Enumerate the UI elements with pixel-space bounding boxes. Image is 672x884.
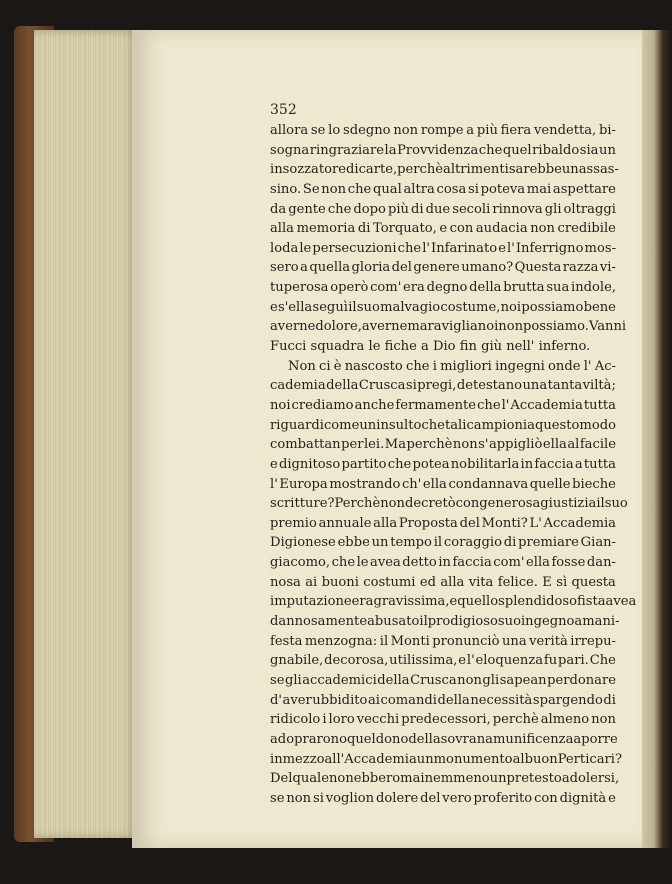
text-line: insozzatore di carte, perchè altrimenti sarebbe un assas- [270,162,619,178]
text-line: in mezzo all' Accademia un monumento al buon Perticari? [270,751,622,767]
text-line: scritture? Perchè non decretò con generosa giustizia il suo [270,496,628,512]
text-line: alla memoria di Torquato, e con audacia non credibile [270,221,616,237]
text-line: Del quale non ebbero mai nemmeno un pretesto a dolersi, [270,771,620,787]
text-line: cademia della Crusca si pregi, detestano una tanta viltà; [270,378,616,394]
page-number: 352 [270,102,297,118]
text-line: adoprarono quel dono della sovrana munificenza a porre [270,731,618,747]
text-line: Fucci squadra le fiche a Dio fin giù nell' inferno. [270,339,591,355]
page-edges [34,30,138,838]
text-line: tuperosa operò com' era degno della brutta sua indole, [270,280,616,296]
text-line: dannosamente abusato il prodigioso suo ingegno a mani- [270,614,620,630]
text-line: e s'ella seguì il suo malvagio costume, noi possiamo bene [270,299,616,315]
body-text [270,121,637,808]
text-line: Non ci è nascosto che i migliori ingegni onde l' Ac- [288,358,616,374]
text-line: sino. Se non che qual altra cosa si poteva mai aspettare [270,181,616,197]
text-line: imputazione era gravissima, e quello splendido sofista avea [270,594,637,610]
text-line: sero a quella gloria del genere umano? Questa razza vi- [270,260,616,276]
text-line: nosa ai buoni costumi ed alla vita felice. E sì questa [270,574,616,590]
text-line: da gente che dopo più di due secoli rinnova gli oltraggi [270,201,616,217]
right-page-edge [642,30,672,848]
text-line: noi crediamo anche fermamente che l' Accademia tutta [270,397,616,413]
text-line: riguardi come un insulto che tali campioni a questo modo [270,417,616,433]
text-line: allora se lo sdegno non rompe a più fiera vendetta, bi- [270,123,616,138]
text-line: gnabile, decorosa, utilissima, e l' eloquenza fu pari. Che [270,653,616,669]
text-line: l' Europa mostrando ch' ella condannava quelle bieche [270,476,616,492]
text-line: Digionese ebbe un tempo il coraggio di premiare Gian- [270,535,616,551]
text-line: e dignitoso partito che potea nobilitarla in faccia a tutta [270,456,616,472]
text-line: sogna ringraziare la Provvidenza che quel ribaldo sia un [270,142,616,158]
text-line: averne dolore, averne maraviglia noi non possiamo. Vanni [270,319,627,335]
text-line: loda le persecuzioni che l' Infarinato e l' Inferrigno mos- [270,240,616,256]
text-line: se gli accademici della Crusca non gli sapean perdonare [270,672,616,688]
text-line: d' aver ubbidito ai comandi della necessità spargendo di [270,692,616,708]
text-line: ridicolo i loro vecchi predecessori, perchè almeno non [270,712,616,728]
text-line: festa menzogna: il Monti pronunciò una verità irrepu- [270,633,616,649]
text-line: se non si voglion dolere del vero proferito con dignità e [270,790,616,806]
text-line: premio annuale alla Proposta del Monti? L' Accademia [270,515,616,531]
text-line: combattan per lei. Ma perchè non s' appigliò ella al facile [270,437,616,453]
text-line: giacomo, che le avea detto in faccia com' ella fosse dan- [270,555,616,571]
